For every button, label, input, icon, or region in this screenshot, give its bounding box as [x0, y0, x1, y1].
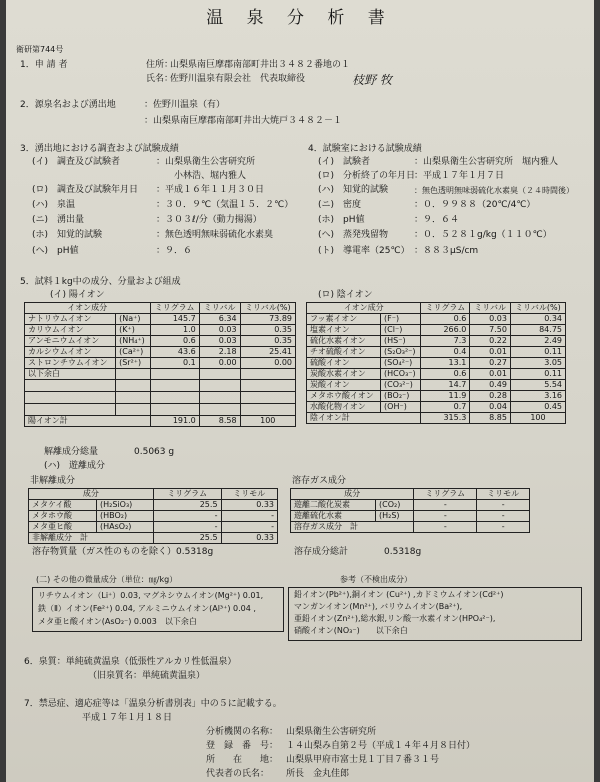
- mval-pct-value: 0.45: [510, 402, 565, 413]
- header-mg: ミリグラム: [421, 303, 470, 314]
- table-header-row: [291, 489, 530, 500]
- table-row: [307, 347, 566, 358]
- ion-name: ストロンチウムイオン: [25, 358, 116, 369]
- component-formula: (HBO₂): [97, 511, 154, 522]
- component-name: メタホウ酸: [29, 511, 97, 522]
- table-row: [307, 336, 566, 347]
- gas-total-row: [291, 522, 530, 533]
- mval-value: 0.28: [470, 391, 511, 402]
- mval-value: 0.03: [470, 314, 511, 325]
- mval-value: 7.50: [470, 325, 511, 336]
- ion-name: 炭酸水素イオン: [307, 369, 381, 380]
- ion-name: フッ素イオン: [307, 314, 381, 325]
- ion-name: ナトリウムイオン: [25, 314, 116, 325]
- sec3-key: (ニ) 湧出量: [32, 215, 85, 225]
- ion-formula: (CO₃²⁻): [381, 380, 421, 391]
- component-formula: (CO₂): [376, 500, 414, 511]
- section-6-spring-quality: 6．泉質：単純硫黄温泉（低張性アルカリ性低温泉）: [24, 657, 237, 667]
- sec3-value: 小林浩、堀内雅人: [174, 171, 247, 181]
- cation-total-row: [25, 416, 296, 427]
- sec4-value: ：山梨県衛生公害研究所 堀内雅人: [414, 157, 559, 167]
- ion-formula: (HS⁻): [381, 336, 421, 347]
- ion-formula: (OH⁻): [381, 402, 421, 413]
- mval-value: 0.27: [470, 358, 511, 369]
- component-name: 遊離硫化水素: [291, 511, 376, 522]
- sec3-value: ：山梨県衛生公害研究所: [156, 157, 256, 167]
- mg-value: -: [414, 500, 477, 511]
- gas-components-label: 溶存ガス成分: [292, 476, 347, 486]
- ion-name: 炭酸イオン: [307, 380, 381, 391]
- mmol-value: -: [221, 511, 277, 522]
- sec3-value: ：３０．９℃（気温１５．２℃）: [156, 200, 294, 210]
- sec4-value: ：８８３μS/cm: [414, 246, 479, 256]
- ion-formula: (F⁻): [381, 314, 421, 325]
- mg-value: 266.0: [421, 325, 470, 336]
- sec3-value: ：無色透明無味弱硫化水素臭: [156, 230, 274, 240]
- ion-name: 塩素イオン: [307, 325, 381, 336]
- sec4-value: ：平成１７年１月７日: [414, 171, 505, 181]
- table-row: [29, 511, 278, 522]
- table-row: [307, 369, 566, 380]
- sec3-key: (ヘ) pH値: [32, 246, 79, 256]
- reference-line: 鉛イオン(Pb²⁺),銅イオン (Cu²⁺) ,カドミウムイオン(Cd²⁺): [294, 590, 504, 599]
- total-mmol: -: [477, 522, 530, 533]
- mmol-value: -: [221, 522, 277, 533]
- component-name: メタケイ酸: [29, 500, 97, 511]
- sec4-value: ：０．５２８１g/kg（１１０℃）: [414, 230, 552, 240]
- mval-value: 2.18: [199, 347, 240, 358]
- table-row: [25, 347, 296, 358]
- table-row: [307, 391, 566, 402]
- total-mg: 191.0: [150, 416, 199, 427]
- mg-value: 145.7: [150, 314, 199, 325]
- ion-name: カリウムイオン: [25, 325, 116, 336]
- mval-value: 0.01: [470, 369, 511, 380]
- section-1-heading: 1．申 請 者: [20, 60, 68, 70]
- header-mval: ミリバル: [470, 303, 511, 314]
- mg-value: 13.1: [421, 358, 470, 369]
- mval-value: 0.01: [470, 347, 511, 358]
- component-formula: (H₂SiO₃): [97, 500, 154, 511]
- free-components-title: (ハ) 遊離成分: [44, 461, 106, 471]
- ion-name: チオ硫酸イオン: [307, 347, 381, 358]
- sec3-value: ：平成１６年１１月３０日: [156, 185, 265, 195]
- dissolved-mass: 溶存物質量（ガス性のものを除く）0.5318g: [32, 547, 214, 557]
- component-formula: (H₂S): [376, 511, 414, 522]
- nondissociated-label: 非解離成分: [30, 476, 76, 486]
- nondissociated-table: [28, 488, 278, 544]
- representative-name: 所長 金丸佳郎: [286, 769, 350, 779]
- sec4-value: ：９．６４: [414, 215, 460, 225]
- table-row: [291, 500, 530, 511]
- header-mmol: ミリモル: [221, 489, 277, 500]
- reference-line: 亜鉛イオン(Zn²⁺),総水銀,リン酸一水素イオン(HPO₄²⁻),: [294, 614, 496, 623]
- section-4-heading: 4．試験室における試験成績: [308, 144, 422, 154]
- mval-pct-value: 0.11: [510, 347, 565, 358]
- mval-pct-value: 3.16: [510, 391, 565, 402]
- total-mval-pct: 100: [240, 416, 295, 427]
- dissociated-total: 解離成分総量 0.5063 g: [44, 447, 175, 457]
- total-mg: -: [414, 522, 477, 533]
- sec3-value: ：９．６: [156, 246, 193, 256]
- mval-pct-value: 2.49: [510, 336, 565, 347]
- trace-line: 鉄（Ⅱ）イオン(Fe²⁺) 0.04, アルミニウムイオン(Al³⁺) 0.04 ,: [38, 604, 256, 613]
- table-row: [29, 522, 278, 533]
- trace-line: メタ亜ヒ酸イオン(AsO₂⁻) 0.003 以下余白: [38, 617, 197, 626]
- sec3-key: (ホ) 知覚的試験: [32, 230, 103, 240]
- applicant-name: 佐野川温泉有限会社 代表取締役: [170, 74, 306, 84]
- ion-name: 以下余白: [25, 369, 116, 380]
- mval-pct-value: 84.75: [510, 325, 565, 336]
- anion-table: [306, 302, 566, 424]
- table-row: [291, 511, 530, 522]
- mg-value: -: [153, 522, 221, 533]
- section-5-heading: 5．試料１kg中の成分、分量および組成: [20, 277, 181, 287]
- table-row: [25, 325, 296, 336]
- mval-pct-value: 3.05: [510, 358, 565, 369]
- header-mval-pct: ミリバル(%): [510, 303, 565, 314]
- sec3-key: (ハ) 泉温: [32, 200, 76, 210]
- mval-pct-value: 0.11: [510, 369, 565, 380]
- table-row: [307, 314, 566, 325]
- mval-pct-value: 73.89: [240, 314, 295, 325]
- registration-label: 登 録 番 号：: [206, 741, 279, 751]
- mg-value: 0.4: [421, 347, 470, 358]
- mval-pct-value: 0.35: [240, 336, 295, 347]
- component-name: 遊離二酸化炭素: [291, 500, 376, 511]
- header-component: 成分: [291, 489, 414, 500]
- sec4-key: (ト) 導電率（25℃）: [318, 246, 410, 256]
- table-row: [307, 358, 566, 369]
- header-mmol: ミリモル: [477, 489, 530, 500]
- sec3-key: (イ) 調査及び試験者: [32, 157, 121, 167]
- mg-value: 0.6: [150, 336, 199, 347]
- cation-table: [24, 302, 296, 427]
- ion-name: 硫酸イオン: [307, 358, 381, 369]
- section-3-heading: 3．湧出地における調査および試験成績: [20, 144, 179, 154]
- header-mg: ミリグラム: [414, 489, 477, 500]
- total-mval: 8.58: [199, 416, 240, 427]
- table-row: [307, 325, 566, 336]
- trace-line: リチウムイオン（Li⁺）0.03, マグネシウムイオン(Mg²⁺) 0.01,: [38, 591, 264, 600]
- table-header-row: [29, 489, 278, 500]
- header-ion: イオン成分: [307, 303, 421, 314]
- mval-pct-value: 5.54: [510, 380, 565, 391]
- anion-title: (ロ) 陰イオン: [318, 290, 373, 300]
- applicant-name-label: 氏名：: [146, 74, 174, 84]
- sec4-key: (ヘ) 蒸発残留物: [318, 230, 389, 240]
- mmol-value: -: [477, 511, 530, 522]
- table-row: [25, 358, 296, 369]
- mg-value: 25.5: [153, 500, 221, 511]
- table-row: [29, 500, 278, 511]
- header-mval: ミリバル: [199, 303, 240, 314]
- anion-total-row: [307, 413, 566, 424]
- table-row: [25, 336, 296, 347]
- dissolved-total: 溶存成分総計 0.5318g: [294, 547, 422, 557]
- document-page: [6, 0, 594, 782]
- mmol-value: -: [477, 500, 530, 511]
- trace-title: (二) その他の微量成分（単位：㎎/kg）: [36, 575, 178, 584]
- total-label: 陽イオン計: [25, 416, 151, 427]
- issue-date: 平成１７年１月１８日: [82, 713, 173, 723]
- header-mg: ミリグラム: [153, 489, 221, 500]
- sec4-key: (ロ) 分析終了の年月日: [318, 171, 416, 181]
- sec3-key: (ロ) 調査及び試験年月日: [32, 185, 139, 195]
- mval-pct-value: 0.00: [240, 358, 295, 369]
- header-component: 成分: [29, 489, 154, 500]
- reference-line: マンガンイオン(Mn²⁺), バリウムイオン(Ba²⁺),: [294, 602, 463, 611]
- spring-location: ：山梨県南巨摩郡南部町井出大焼戸３４８２－１: [144, 116, 343, 126]
- table-row: [307, 380, 566, 391]
- ion-formula: (SO₄²⁻): [381, 358, 421, 369]
- mval-value: 0.04: [470, 402, 511, 413]
- sec4-value: ：０．９９８８（20℃/4℃）: [414, 200, 536, 210]
- ion-formula: (Cl⁻): [381, 325, 421, 336]
- representative-label: 代表者の氏名：: [206, 769, 270, 779]
- applicant-signature: 枝野 牧: [352, 73, 392, 87]
- header-mval-pct: ミリバル(%): [240, 303, 295, 314]
- mmol-value: 0.33: [221, 500, 277, 511]
- ion-formula: (HCO₃⁻): [381, 369, 421, 380]
- table-header-row: [25, 303, 296, 314]
- document-number: 衛研第744号: [16, 45, 64, 54]
- ion-formula: (K⁺): [116, 325, 150, 336]
- component-name: メタ亜ヒ酸: [29, 522, 97, 533]
- mg-value: -: [414, 511, 477, 522]
- table-header-row: [307, 303, 566, 314]
- total-label: 非解離成分 計: [29, 533, 154, 544]
- total-mval-pct: 100: [510, 413, 565, 424]
- table-row: [25, 369, 296, 380]
- location: 山梨県甲府市富士見１丁目７番３１号: [286, 755, 440, 765]
- header-mg: ミリグラム: [150, 303, 199, 314]
- mg-value: 0.6: [421, 314, 470, 325]
- total-mval: 8.85: [470, 413, 511, 424]
- table-row: [307, 402, 566, 413]
- agency-name: 山梨県衛生公害研究所: [286, 727, 377, 737]
- header-ion: イオン成分: [25, 303, 151, 314]
- mval-value: 6.34: [199, 314, 240, 325]
- sec4-value: ：無色透明無味弱硫化水素臭（２４時間後）: [414, 186, 574, 195]
- table-row: [25, 314, 296, 325]
- sec4-key: (ホ) pH値: [318, 215, 365, 225]
- section-7-indications: 7．禁忌症、適応症等は「温泉分析書別表」中の５に記載する。: [24, 699, 282, 709]
- mg-value: 7.3: [421, 336, 470, 347]
- mval-pct-value: 0.35: [240, 325, 295, 336]
- mval-value: 0.49: [470, 380, 511, 391]
- mval-value: 0.00: [199, 358, 240, 369]
- sec4-key: (ハ) 知覚的試験: [318, 185, 389, 195]
- cation-title: (イ) 陽イオン: [50, 290, 105, 300]
- section-2-heading: 2．源泉名および湧出地: [20, 100, 116, 110]
- reference-line: 硝酸イオン(NO₃⁻) 以下余白: [294, 626, 408, 635]
- applicant-address-label: 住所：: [146, 60, 174, 70]
- mg-value: 0.6: [421, 369, 470, 380]
- total-label: 陰イオン計: [307, 413, 421, 424]
- mg-value: 0.7: [421, 402, 470, 413]
- sec3-value: ：３０３ℓ/分（動力揚湯）: [156, 215, 262, 225]
- mval-value: 0.03: [199, 325, 240, 336]
- ion-formula: (NH₄⁺): [116, 336, 150, 347]
- sec4-key: (イ) 試験者: [318, 157, 371, 167]
- mg-value: 1.0: [150, 325, 199, 336]
- ion-name: カルシウムイオン: [25, 347, 116, 358]
- ion-formula: (Ca²⁺): [116, 347, 150, 358]
- total-label: 溶存ガス成分 計: [291, 522, 414, 533]
- mg-value: 11.9: [421, 391, 470, 402]
- location-label: 所 在 地：: [206, 755, 279, 765]
- mg-value: 0.1: [150, 358, 199, 369]
- ion-name: 硫化水素イオン: [307, 336, 381, 347]
- applicant-address: 山梨県南巨摩郡南部町井出３４８２番地の１: [170, 60, 351, 70]
- mg-value: 43.6: [150, 347, 199, 358]
- ion-name: メタホウ酸イオン: [307, 391, 381, 402]
- ion-formula: (BO₂⁻): [381, 391, 421, 402]
- total-mmol: 0.33: [221, 533, 277, 544]
- ion-name: アンモニウムイオン: [25, 336, 116, 347]
- document-title: 温 泉 分 析 書: [206, 8, 394, 28]
- mval-pct-value: 25.41: [240, 347, 295, 358]
- total-mg: 25.5: [153, 533, 221, 544]
- registration-number: １４山梨み自第２号（平成１４年４月８日付）: [286, 741, 476, 751]
- sec4-key: (ニ) 密度: [318, 200, 362, 210]
- gas-table: [290, 488, 530, 533]
- mval-value: 0.22: [470, 336, 511, 347]
- nondissociated-total-row: [29, 533, 278, 544]
- agency-label: 分析機関の名称：: [206, 727, 279, 737]
- total-mg: 315.3: [421, 413, 470, 424]
- mval-value: 0.03: [199, 336, 240, 347]
- spring-name: ：佐野川温泉（有）: [144, 100, 226, 110]
- ion-formula: (Na⁺): [116, 314, 150, 325]
- mg-value: -: [153, 511, 221, 522]
- ion-formula: (S₂O₃²⁻): [381, 347, 421, 358]
- component-formula: (HAsO₂): [97, 522, 154, 533]
- mg-value: 14.7: [421, 380, 470, 391]
- reference-title: 参考（不検出成分）: [340, 575, 412, 584]
- mval-pct-value: 0.34: [510, 314, 565, 325]
- old-spring-quality: （旧泉質名：単純硫黄温泉）: [88, 671, 206, 681]
- ion-formula: (Sr²⁺): [116, 358, 150, 369]
- ion-name: 水酸化物イオン: [307, 402, 381, 413]
